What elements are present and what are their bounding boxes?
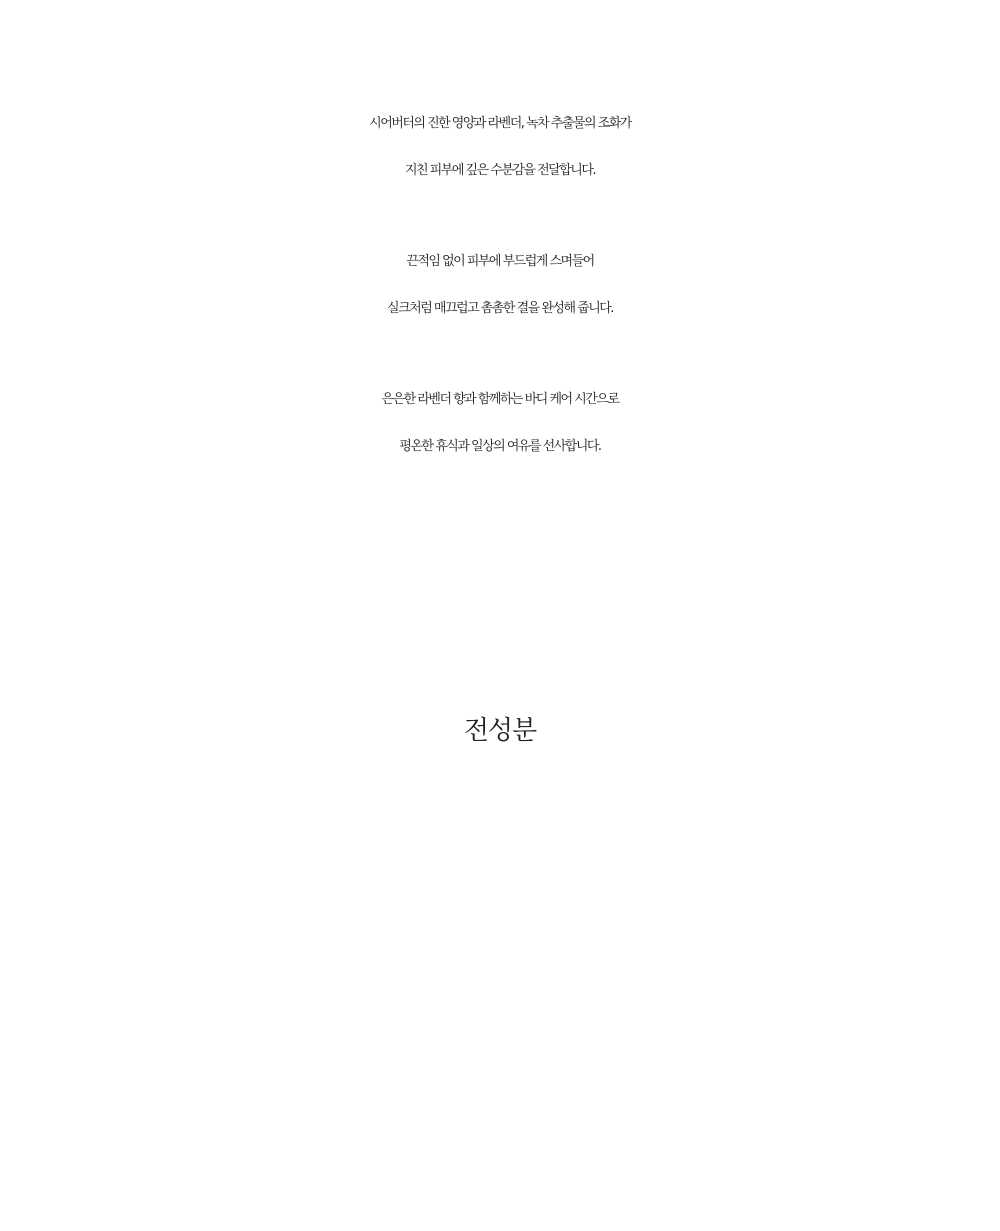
ingredients-title: 전성분 xyxy=(463,716,537,746)
ingredients-section xyxy=(0,708,1000,1018)
description-line: 은은한 라벤더 향과 함께하는 바디 케어 시간으로 xyxy=(381,392,619,407)
ingredients-line xyxy=(0,806,1000,848)
ingredients-line xyxy=(0,891,1000,933)
ingredients-line xyxy=(0,849,1000,891)
description-paragraph-2 xyxy=(0,238,1000,332)
description-paragraph-3 xyxy=(0,376,1000,470)
ingredients-line xyxy=(0,764,1000,806)
description-line: 시어버터의 진한 영양과 라벤더, 녹차 추출물의 조화가 xyxy=(369,116,631,131)
ingredients-line xyxy=(0,934,1000,976)
description-paragraph-1 xyxy=(0,100,1000,194)
description-line: 지친 피부에 깊은 수분감을 전달합니다. xyxy=(404,163,596,178)
description-line: 끈적임 없이 피부에 부드럽게 스며들어 xyxy=(406,254,594,269)
description-line: 평온한 휴식과 일상의 여유를 선사합니다. xyxy=(399,439,601,454)
product-description xyxy=(0,100,1000,514)
description-line: 실크처럼 매끄럽고 촘촘한 결을 완성해 줍니다. xyxy=(387,301,613,316)
ingredients-line xyxy=(0,976,1000,1018)
